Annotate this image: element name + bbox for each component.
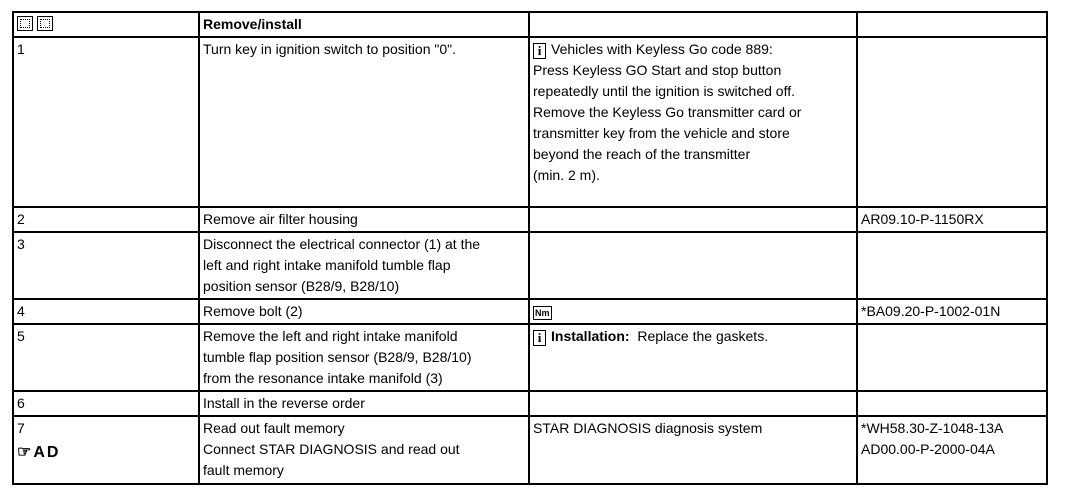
step-note xyxy=(529,299,857,324)
step-action: Install in the reverse order xyxy=(199,391,529,416)
diagnosis-icon[interactable]: ☞AD xyxy=(17,444,61,461)
table-row xyxy=(13,299,1047,324)
torque-icon[interactable]: Nm xyxy=(535,308,550,318)
step-ref-link[interactable]: *BA09.20-P-1002-01N xyxy=(857,299,1047,324)
pointing-hand-icon: ☞ xyxy=(17,444,34,461)
step-number-cell xyxy=(13,416,199,484)
step-number: 6 xyxy=(13,391,199,416)
step-action: Remove bolt (2) xyxy=(199,299,529,324)
info-icon: i xyxy=(533,43,546,59)
step-number: 1 xyxy=(13,37,199,207)
remove-icon xyxy=(17,16,33,31)
procedure-table xyxy=(12,11,1048,485)
step-ref xyxy=(857,37,1047,207)
step-ref-link[interactable]: *WH58.30-Z-1048-13A xyxy=(861,420,1004,436)
step-action: Remove air filter housing xyxy=(199,207,529,232)
table-header-row xyxy=(13,12,1047,37)
step-number: 3 xyxy=(13,232,199,299)
step-number: 2 xyxy=(13,207,199,232)
table-row xyxy=(13,232,1047,299)
install-icon xyxy=(37,16,53,31)
step-number: 7 xyxy=(17,420,25,436)
step-number: 5 xyxy=(13,324,199,391)
step-note: i Installation: Replace the gaskets. xyxy=(529,324,857,391)
step-note: STAR DIAGNOSIS diagnosis system xyxy=(529,416,857,484)
step-number: 4 xyxy=(13,299,199,324)
header-title: Remove/install xyxy=(199,12,529,37)
table-row xyxy=(13,207,1047,232)
info-icon: i xyxy=(533,330,546,346)
step-note: i Vehicles with Keyless Go code 889: Press Keyless GO Start and stop button repeatedly until the ignition is switched off. Remove the Keyless Go transmitter card or transmitter key from the vehicle and store beyond the reach of the transmitter (min. 2 m). xyxy=(529,37,857,207)
header-icons-cell xyxy=(13,12,199,37)
table-row xyxy=(13,416,1047,484)
step-ref-link[interactable]: AR09.10-P-1150RX xyxy=(857,207,1047,232)
step-action: Remove the left and right intake manifold tumble flap position sensor (B28/9, B28/10) from the resonance intake manifold (3) xyxy=(199,324,529,391)
step-note xyxy=(529,207,857,232)
table-row xyxy=(13,391,1047,416)
step-action: Turn key in ignition switch to position "0". xyxy=(199,37,529,207)
table-row xyxy=(13,37,1047,207)
table-row xyxy=(13,324,1047,391)
step-ref xyxy=(857,416,1047,484)
step-ref-link[interactable]: AD00.00-P-2000-04A xyxy=(861,441,995,457)
step-action: Disconnect the electrical connector (1) at the left and right intake manifold tumble flap position sensor (B28/9, B28/10) xyxy=(199,232,529,299)
step-action: Read out fault memory Connect STAR DIAGNOSIS and read out fault memory xyxy=(199,416,529,484)
